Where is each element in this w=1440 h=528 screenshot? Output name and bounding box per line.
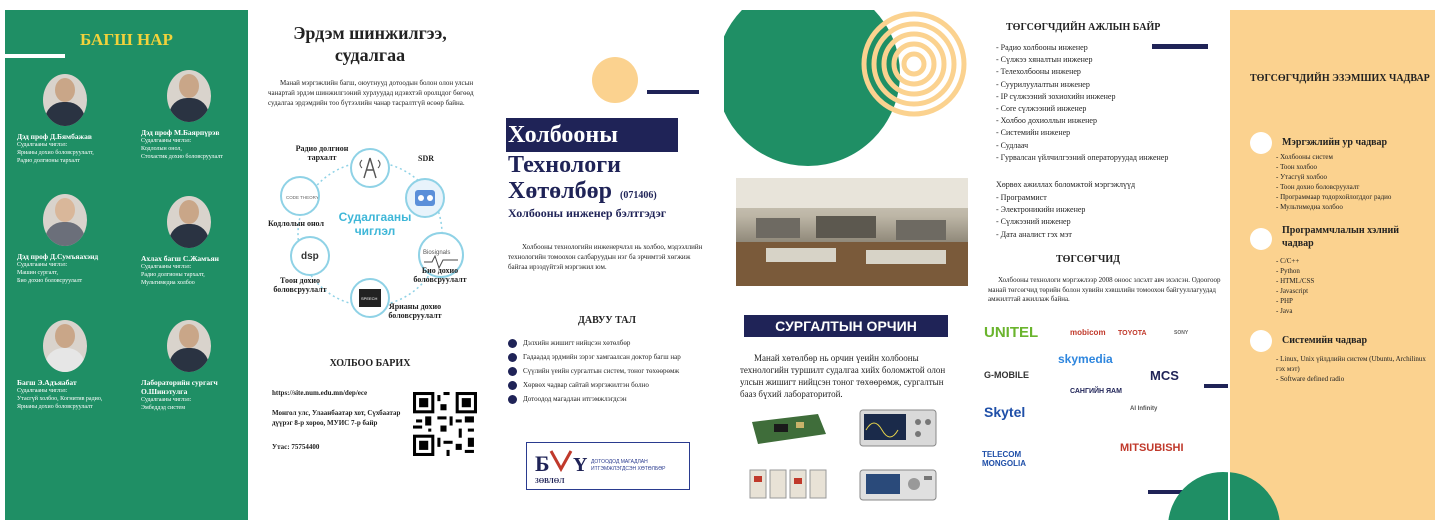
section-circle-icon: [1250, 228, 1272, 250]
title-underline: [5, 54, 65, 58]
teachers-panel: [5, 10, 248, 520]
list-item: - Core сүлжээний инженер: [996, 104, 1087, 114]
gmobile-logo: G-MOBILE: [984, 370, 1029, 380]
skills-list: [1276, 354, 1431, 384]
decor-shapes: [724, 10, 968, 178]
teacher-card-6: [129, 320, 248, 412]
section-title: Системийн чадвар: [1282, 335, 1368, 346]
research-intro: Манай мэргэжлийн багш, оюутнууд дотоодын болон олон улсын чанартай эрдэм шинжилгээний хурлуудад идэвхтэй оролцдог бөгөөд судалгаа эрдэмдийн тоо бүтээлийн чанар тасралтгүй өсөөр байна.: [268, 79, 474, 107]
jobs-list: [996, 42, 1168, 164]
mitsubishi-logo: MITSUBISHI: [1120, 442, 1184, 454]
list-item: - Системийн инженер: [996, 128, 1071, 138]
program-panel: [492, 10, 722, 520]
list-item: - Сүлжээний инженер: [996, 217, 1071, 227]
teacher-info: Эмбеддэд систем: [141, 405, 186, 411]
teacher-photo: [43, 74, 87, 126]
mcs-logo: MCS: [1150, 368, 1179, 383]
teacher-photo: [167, 320, 211, 372]
list-item: Дэлхийн жишигт нийцсэн хөтөлбөр: [508, 336, 681, 350]
contact-info: [272, 388, 417, 452]
contact-url[interactable]: https://site.num.edu.mn/dep/ece: [272, 389, 368, 397]
environment-title: СУРГАЛТЫН ОРЧИН: [744, 315, 948, 337]
teacher-info: Ярианы дохио боловсруулалт,: [17, 150, 94, 156]
teacher-info: Стохастик дохио боловсруулалт: [141, 154, 223, 160]
teacher-card-2: [129, 70, 248, 161]
telecom-mongolia-logo: TELECOM MONGOLIA: [982, 450, 1026, 468]
list-item: - Электроникийн инженер: [996, 205, 1086, 215]
list-item: - Телехолбооны инженер: [996, 67, 1081, 77]
list-item: - Javascript: [1276, 287, 1309, 295]
advantages-list: [508, 336, 681, 406]
research-center-label: Судалгааны чиглэл: [338, 210, 412, 238]
toyota-logo: TOYOTA: [1118, 330, 1147, 337]
list-item: - Программист: [996, 193, 1047, 202]
list-item: - C/C++: [1276, 257, 1300, 265]
bullet-icon: [508, 395, 517, 404]
node-label-bio: Био дохио боловсруулалт: [413, 266, 467, 284]
teacher-name: Лабораторийн сургагч О.Шинэтулга: [141, 378, 218, 396]
graduates-text: Холбооны технологи мэргэжлээр 2008 оноос элсэлт авч эхэлсэн. Одоогоор манай төгсөгчид төрийн болон хувийн хэвшлийн томоохон байгууллагуудад амжилттай ажиллаж байна.: [988, 276, 1221, 303]
skills-list: [1276, 256, 1431, 316]
program-subtitle: Холбооны инженер бэлтгэдэг: [508, 206, 667, 220]
section-title: Мэргэжлийн ур чадвар: [1282, 137, 1388, 148]
teacher-name: Багш Э.Адъяабат: [17, 378, 77, 387]
logo-text: ЗӨВЛӨЛ: [535, 477, 565, 485]
section-title: Программчлалын хэлний чадвар: [1282, 225, 1399, 249]
list-item: - Тоон дохио боловсруулалт: [1276, 183, 1360, 191]
skymedia-logo: skymedia: [1058, 352, 1113, 366]
list-item: Сүүлийн үеийн сургалтын систем, тоног төхөөрөмж: [508, 364, 681, 378]
modules-icon: [748, 466, 828, 500]
dsp-text: dsp: [301, 251, 319, 262]
flex-title: Хөрвөх ажиллах боломжтой мэргэжлүүд: [996, 180, 1136, 189]
decor-bar: [1204, 384, 1228, 388]
oscilloscope-icon: [858, 408, 938, 442]
program-description: Холбооны технологийн инженерчлэл нь холбоо, мэдээллийн технологийн томоохон салбаруудын нэг ба эрчимтэй хөгжиж байгаа ирээдүйтэй мэргэжил юм.: [508, 243, 703, 271]
dsp-icon: [290, 236, 330, 276]
teacher-photo: [167, 196, 211, 248]
advantages-title: ДАВУУ ТАЛ: [578, 315, 636, 326]
skytel-logo: Skytel: [984, 404, 1026, 420]
list-item: - Гурвалсан үйлчилгээний операторуудад инженер: [996, 152, 1169, 162]
teacher-card-4: [129, 196, 248, 287]
list-item: - Java: [1276, 307, 1293, 315]
qr-code-icon[interactable]: [413, 392, 477, 456]
teacher-info: Судалгааны чиглэл:: [141, 264, 192, 270]
skills-title: ТӨГСӨГЧДИЙН ЭЗЭМШИХ ЧАДВАР: [1250, 73, 1430, 84]
list-item: Дотоодод магадлан итгэмжлэгдсэн: [508, 392, 681, 406]
bullet-icon: [508, 381, 517, 390]
sony-logo: SONY: [1174, 330, 1189, 336]
list-item: - Радио холбооны инженер: [996, 43, 1088, 52]
list-item: - Python: [1276, 267, 1300, 275]
list-item: - IP сүлжээний зохиохийн инженер: [996, 91, 1116, 101]
teacher-photo: [167, 70, 211, 122]
list-item: - PHP: [1276, 297, 1293, 305]
list-item: - Холбооны систем: [1276, 153, 1333, 161]
node-label-coding: Кодлолын онол: [268, 219, 324, 228]
research-panel: [250, 10, 490, 520]
list-item: - Тоон холбоо: [1276, 163, 1318, 171]
node-label-sdr: SDR: [418, 154, 435, 163]
list-item: - Linux, Unix үйлдлийн систем (Ubuntu, Archilinux гэх мэт): [1276, 355, 1426, 373]
contact-phone: Утас: 75754400: [272, 443, 320, 451]
node-label-dsp: Тоон дохио боловсруулалт: [273, 276, 327, 294]
list-item: - Утасгүй холбоо: [1276, 173, 1327, 181]
teacher-info: Судалгааны чиглэл:: [17, 142, 68, 148]
list-item: - Мультимедиа холбоо: [1276, 203, 1343, 211]
signal-generator-icon: [858, 466, 938, 500]
program-code: (071406): [620, 190, 657, 201]
lab-photo: [736, 178, 968, 286]
decor-circle: [1168, 472, 1228, 520]
teacher-card-1: [5, 74, 125, 165]
decor-circle: [592, 57, 638, 103]
flex-jobs-list: [996, 192, 1085, 241]
research-title: Эрдэм шинжилгээ, судалгаа: [293, 23, 447, 65]
section-circle-icon: [1250, 330, 1272, 352]
teacher-info: Кодлолын онол,: [141, 146, 182, 152]
svg-text:Б: Б: [535, 451, 550, 476]
logo-caption: ДОТООДОД МАГАДЛАН ИТГЭМЖЛЭГДСЭН ХӨТӨЛБӨР: [591, 459, 666, 472]
teacher-info: Ярианы дохио боловсруулалт: [17, 404, 93, 410]
accreditation-logo: [526, 442, 690, 490]
program-title-line1: Холбооны: [508, 122, 618, 148]
node-label-speech: Ярианы дохио боловсруулалт: [388, 302, 442, 320]
unitel-logo: UNITEL: [984, 324, 1039, 341]
teachers-title: БАГШ НАР: [80, 30, 173, 49]
svg-text:SPEECH: SPEECH: [361, 296, 378, 301]
list-item: - Дата аналист гэх мэт: [996, 229, 1072, 239]
mobicom-logo: mobicom: [1070, 328, 1106, 337]
skills-panel: [1230, 10, 1435, 520]
circuit-board-icon: [748, 412, 828, 446]
contact-title: ХОЛБОО БАРИХ: [329, 358, 411, 369]
bullet-icon: [508, 353, 517, 362]
biosignals-text: Biosignals: [423, 250, 451, 256]
antenna-icon: [350, 148, 390, 188]
teacher-card-5: [5, 320, 125, 411]
skills-list: [1276, 152, 1431, 212]
teacher-name: Дэд проф Д.Сумъяахэнд: [17, 252, 99, 261]
teacher-info: Мультимедиа холбоо: [141, 280, 195, 286]
jobs-panel: [970, 10, 1228, 520]
list-item: - Сүлжээ хяналтын инженер: [996, 55, 1093, 65]
environment-text: Манай хөтөлбөр нь орчин үеийн холбооны технологийн туршилт судалгаа хийх боломжтой олон улсын жишигт нийцсэн тоног төхөөрөмж, сургалтын бааз бүхий лабораторитой.: [740, 353, 946, 399]
teacher-info: Судалгааны чиглэл:: [17, 388, 68, 394]
teacher-info: Био дохио боловсруулалт: [17, 278, 83, 284]
decor-circle: [1230, 472, 1280, 520]
node-label-radio: Радио долгион тархалт: [295, 144, 349, 162]
decor-bar: [1152, 44, 1208, 49]
jobs-title: ТӨГСӨГЧДИЙН АЖЛЫН БАЙР: [1006, 22, 1161, 33]
teacher-name: Ахлах багш С.Жамъян: [141, 254, 219, 263]
decor-bar: [647, 90, 699, 94]
list-item: - Software defined radio: [1276, 375, 1345, 383]
list-item: - Холбоо дохиоллын инженер: [996, 116, 1097, 126]
svg-text:CODE THEORY: CODE THEORY: [286, 195, 318, 200]
ai-infinity-logo: AI Infinity: [1130, 406, 1158, 412]
list-item: - Программаар тодорхойлогддог радио: [1276, 193, 1392, 201]
list-item: Гадаадад эрдмийн зэрэг хамгаалсан доктор багш нар: [508, 350, 681, 364]
teacher-info: Судалгааны чиглэл:: [141, 397, 192, 403]
graduates-title: ТӨГСӨГЧИД: [1056, 254, 1121, 265]
teacher-info: Утасгүй холбоо, Когнитив радио,: [17, 396, 103, 402]
teacher-info: Судалгааны чиглэл:: [17, 262, 68, 268]
svg-text:Y: Y: [573, 454, 588, 476]
section-circle-icon: [1250, 132, 1272, 154]
teacher-info: Радио долгионы тархалт,: [141, 272, 205, 278]
teacher-card-3: [5, 194, 125, 285]
list-item: - Суурилуулалтын инженер: [996, 79, 1090, 89]
teacher-name: Дэд проф М.Баярпүрэв: [141, 128, 220, 137]
teacher-name: Дэд проф Д.Бямбажав: [17, 132, 92, 141]
finance-ministry-logo: САНГИЙН ЯАМ: [1070, 388, 1122, 395]
list-item: - Судлаач: [996, 140, 1029, 150]
teacher-info: Радио долгионы тархалт: [17, 158, 80, 164]
teacher-photo: [43, 320, 87, 372]
teacher-info: Судалгааны чиглэл:: [141, 138, 192, 144]
bullet-icon: [508, 367, 517, 376]
program-title-line3: Хөтөлбөр: [508, 178, 612, 204]
program-title-line2: Технологи: [508, 152, 621, 178]
bullet-icon: [508, 339, 517, 348]
environment-panel: [724, 10, 968, 520]
teacher-photo: [43, 194, 87, 246]
list-item: Хөрвөх чадвар сайтай мэргэжилтэн болно: [508, 378, 681, 392]
teacher-info: Машин сургалт,: [17, 270, 58, 276]
contact-address: Монгол улс, Улаанбаатар хот, Сүхбаатар дүүрэг 8-р хороо, МУИС 7-р байр: [272, 409, 401, 427]
list-item: - HTML/CSS: [1276, 277, 1315, 285]
code-theory-icon: [280, 176, 320, 216]
